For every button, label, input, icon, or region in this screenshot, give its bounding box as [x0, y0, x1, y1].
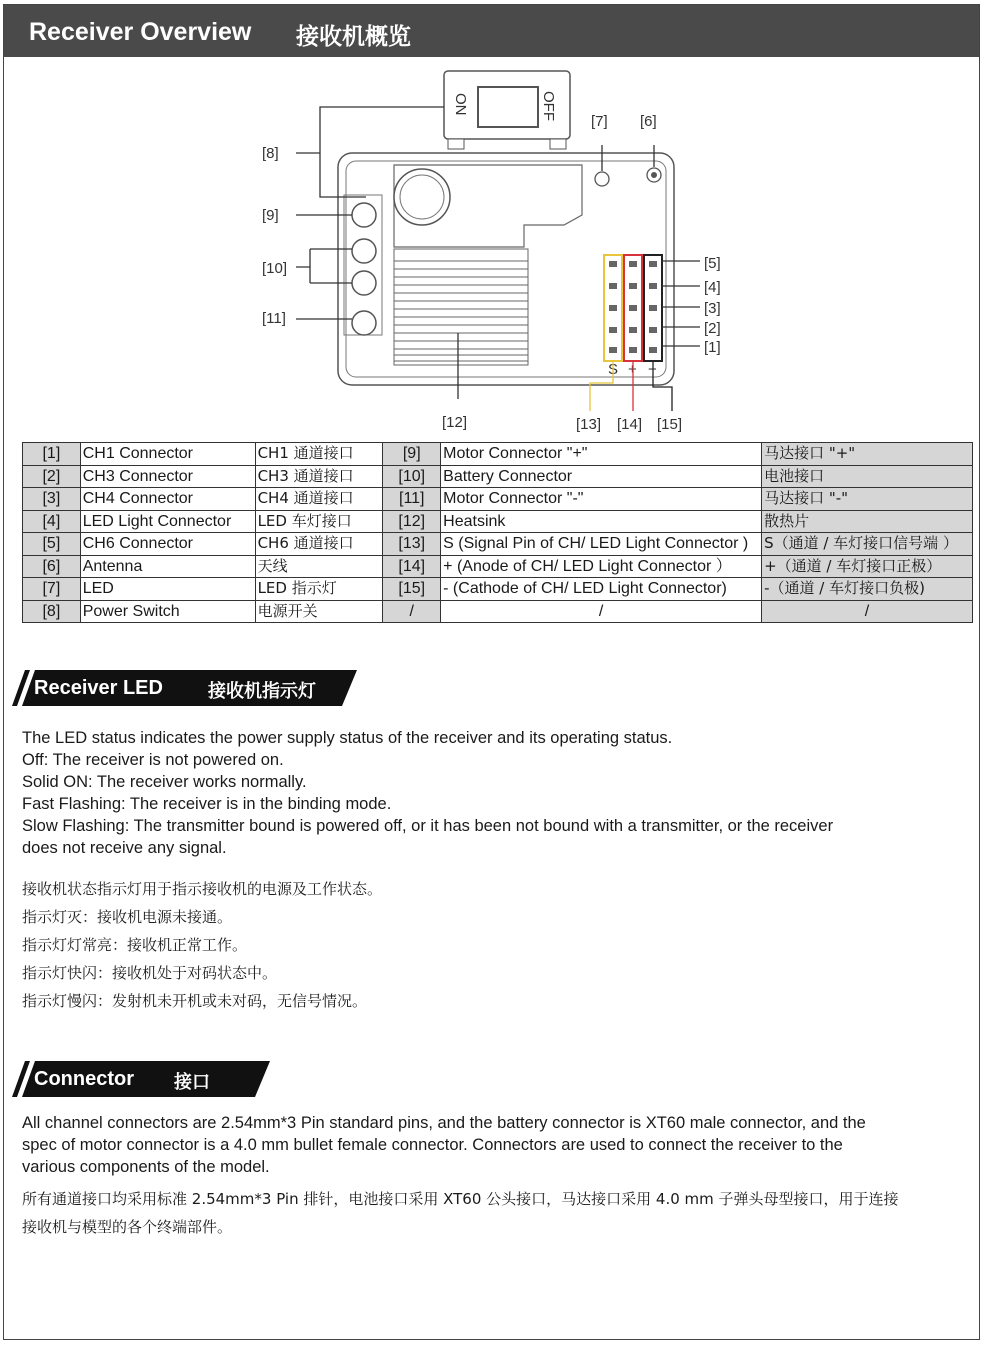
connector-description-cn: [22, 1185, 972, 1241]
table-cell: Battery Connector: [441, 465, 762, 488]
callout-4: [4]: [704, 279, 721, 296]
table-row: [23, 443, 973, 466]
table-cell: S（通道 / 车灯接口信号端 ）: [762, 533, 973, 556]
table-row: [23, 465, 973, 488]
table-cell: [2]: [23, 465, 81, 488]
table-row: [23, 555, 973, 578]
led-description-en: [22, 727, 972, 859]
pin-label-plus: +: [628, 361, 637, 378]
text-line: Fast Flashing: The receiver is in the binding mode.: [22, 795, 392, 813]
table-cell: LED 车灯接口: [255, 510, 383, 533]
callout-11: [11]: [262, 310, 286, 327]
switch-on-label: ON: [452, 93, 469, 116]
callout-7: [7]: [591, 113, 608, 130]
table-cell: - (Cathode of CH/ LED Light Connector): [441, 578, 762, 601]
table-cell: Antenna: [80, 555, 255, 578]
connector-title-en: Connector: [34, 1068, 134, 1090]
table-cell: LED: [80, 578, 255, 601]
text-line: 接收机状态指示灯用于指示接收机的电源及工作状态。: [22, 880, 383, 898]
header-title-cn: 接收机概览: [296, 24, 411, 50]
table-cell: CH4 通道接口: [255, 488, 383, 511]
table-cell: CH1 Connector: [80, 443, 255, 466]
table-cell: 电池接口: [762, 465, 973, 488]
table-cell: [12]: [383, 510, 441, 533]
pin-label-minus: −: [648, 361, 657, 378]
table-cell: + (Anode of CH/ LED Light Connector ）: [441, 555, 762, 578]
table-cell: /: [383, 600, 441, 623]
pin-label-s: S: [608, 361, 619, 378]
table-cell: [9]: [383, 443, 441, 466]
table-cell: /: [441, 600, 762, 623]
table-cell: -（通道 / 车灯接口负极): [762, 578, 973, 601]
text-line: spec of motor connector is a 4.0 mm bullet female connector. Connectors are used to connect the receiver to the: [22, 1136, 843, 1154]
callout-3: [3]: [704, 300, 721, 317]
text-line: Slow Flashing: The transmitter bound is powered off, or it has been not bound with a transmitter, or the receiver: [22, 817, 834, 835]
callout-13: [13]: [576, 416, 602, 433]
table-cell: /: [762, 600, 973, 623]
text-line: 指示灯慢闪：发射机未开机或未对码，无信号情况。: [22, 992, 368, 1010]
table-cell: [4]: [23, 510, 81, 533]
table-cell: Heatsink: [441, 510, 762, 533]
page: [3, 4, 980, 1340]
table-row: [23, 578, 973, 601]
switch-off-label: OFF: [540, 91, 557, 121]
page-header: [4, 5, 979, 57]
text-line: 指示灯灭：接收机电源未接通。: [22, 908, 233, 926]
callout-10: [10]: [262, 260, 288, 277]
callout-14: [14]: [617, 416, 643, 433]
text-line: Off: The receiver is not powered on.: [22, 751, 284, 769]
led-title-en: Receiver LED: [34, 677, 163, 699]
table-cell: S (Signal Pin of CH/ LED Light Connector ): [441, 533, 762, 556]
table-cell: 天线: [255, 555, 383, 578]
table-cell: Motor Connector "-": [441, 488, 762, 511]
table-row: [23, 510, 973, 533]
table-cell: [7]: [23, 578, 81, 601]
table-cell: +（通道 / 车灯接口正极）: [762, 555, 973, 578]
table-cell: 散热片: [762, 510, 973, 533]
table-cell: [5]: [23, 533, 81, 556]
text-line: 所有通道接口均采用标准 2.54mm*3 Pin 排针，电池接口采用 XT60 公头接口，马达接口采用 4.0 mm 子弹头母型接口，用于连接: [22, 1190, 899, 1208]
table-cell: [3]: [23, 488, 81, 511]
header-title-en: Receiver Overview: [29, 18, 252, 46]
table-cell: CH4 Connector: [80, 488, 255, 511]
led-title-cn: 接收机指示灯: [208, 681, 316, 702]
callout-15: [15]: [657, 416, 683, 433]
table-cell: [8]: [23, 600, 81, 623]
table-row: [23, 600, 973, 623]
text-line: The LED status indicates the power supply status of the receiver and its operating status.: [22, 729, 673, 747]
connector-title-cn: 接口: [174, 1072, 210, 1093]
callout-2: [2]: [704, 320, 721, 337]
text-line: does not receive any signal.: [22, 839, 227, 857]
table-cell: CH6 Connector: [80, 533, 255, 556]
connector-banner: [12, 1061, 270, 1097]
callout-9: [9]: [262, 207, 279, 224]
table-cell: [11]: [383, 488, 441, 511]
table-cell: CH1 通道接口: [255, 443, 383, 466]
table-cell: 马达接口 "-": [762, 488, 973, 511]
power-switch-illustration: [444, 71, 570, 149]
callout-12: [12]: [442, 414, 468, 431]
table-cell: CH3 Connector: [80, 465, 255, 488]
callout-8: [8]: [262, 145, 279, 162]
table-cell: LED Light Connector: [80, 510, 255, 533]
text-line: All channel connectors are 2.54mm*3 Pin standard pins, and the battery connector is XT60 male connector, and the: [22, 1114, 866, 1132]
receiver-diagram: [234, 65, 721, 440]
text-line: Solid ON: The receiver works normally.: [22, 773, 307, 791]
table-cell: Power Switch: [80, 600, 255, 623]
component-table: [22, 442, 973, 623]
callout-5: [5]: [704, 255, 721, 272]
table-row: [23, 488, 973, 511]
table-cell: [1]: [23, 443, 81, 466]
table-cell: [15]: [383, 578, 441, 601]
table-cell: LED 指示灯: [255, 578, 383, 601]
table-cell: [6]: [23, 555, 81, 578]
table-cell: 电源开关: [255, 600, 383, 623]
table-cell: 马达接口 "+": [762, 443, 973, 466]
table-cell: CH6 通道接口: [255, 533, 383, 556]
text-line: 指示灯灯常亮：接收机正常工作。: [22, 936, 248, 954]
callout-6: [6]: [640, 113, 657, 130]
text-line: 接收机与模型的各个终端部件。: [22, 1218, 233, 1236]
table-cell: [10]: [383, 465, 441, 488]
led-description-cn: [22, 875, 972, 1015]
receiver-led-banner: [12, 670, 357, 706]
callout-1: [1]: [704, 339, 721, 356]
table-cell: [13]: [383, 533, 441, 556]
text-line: various components of the model.: [22, 1158, 270, 1176]
connector-description-en: [22, 1112, 972, 1178]
table-cell: [14]: [383, 555, 441, 578]
text-line: 指示灯快闪：接收机处于对码状态中。: [22, 964, 278, 982]
table-cell: Motor Connector "+": [441, 443, 762, 466]
table-cell: CH3 通道接口: [255, 465, 383, 488]
table-row: [23, 533, 973, 556]
